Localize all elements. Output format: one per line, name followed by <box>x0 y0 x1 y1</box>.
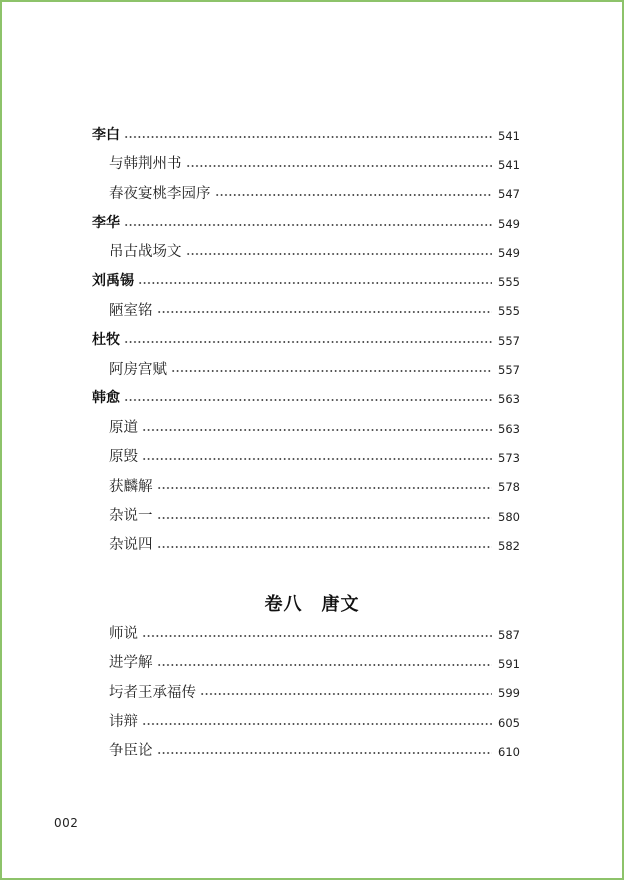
toc-leader-dots <box>142 458 492 460</box>
toc-row <box>109 677 520 706</box>
toc-author-title: 李白 <box>92 124 122 144</box>
toc-page-number: 549 <box>498 216 520 231</box>
toc-entry-title: 与韩荆州书 <box>109 152 184 173</box>
toc-page-number: 610 <box>498 744 520 759</box>
toc-page-number: 555 <box>498 304 520 319</box>
toc-entry-title: 杂说四 <box>109 533 155 554</box>
toc-page-number: 605 <box>498 715 520 730</box>
toc-leader-dots <box>186 165 493 167</box>
toc-leader-dots <box>157 546 493 548</box>
toc-page-number: 591 <box>498 656 520 671</box>
toc-row <box>92 265 520 294</box>
page-folio-number: 002 <box>54 816 79 830</box>
toc-row <box>92 529 520 558</box>
toc-page-number: 557 <box>498 333 520 348</box>
toc-leader-dots <box>138 282 492 284</box>
toc-page-number: 582 <box>498 538 520 553</box>
toc-row <box>92 295 520 324</box>
toc-page-number: 547 <box>498 187 520 202</box>
toc-page-number: 541 <box>498 157 520 172</box>
toc-entry-title: 进学解 <box>109 651 155 672</box>
toc-leader-dots <box>124 224 492 226</box>
toc-leader-dots <box>215 194 493 196</box>
toc-entry-title: 陋室铭 <box>109 299 155 320</box>
toc-entry-title: 原道 <box>109 416 140 437</box>
toc-author-title: 韩愈 <box>92 387 122 407</box>
toc-entry-title: 原毁 <box>109 445 140 466</box>
toc-entry-title: 春夜宴桃李园序 <box>109 182 213 203</box>
toc-list-top <box>92 119 520 558</box>
toc-entry-title: 杂说一 <box>109 504 155 525</box>
toc-leader-dots <box>124 341 492 343</box>
toc-entry-title: 圬者王承福传 <box>109 681 198 702</box>
toc-row <box>109 706 520 735</box>
toc-leader-dots <box>142 429 492 431</box>
toc-page-number: 563 <box>498 421 520 436</box>
toc-row <box>92 119 520 148</box>
toc-entry-title: 讳辩 <box>109 710 140 731</box>
toc-leader-dots <box>142 723 492 725</box>
toc-list-bottom <box>109 618 520 764</box>
toc-author-title: 刘禹锡 <box>92 270 136 290</box>
toc-page-number: 599 <box>498 686 520 701</box>
toc-leader-dots <box>157 311 493 313</box>
toc-row <box>92 471 520 500</box>
toc-leader-dots <box>157 517 493 519</box>
toc-page-number: 557 <box>498 363 520 378</box>
toc-author-title: 李华 <box>92 212 122 232</box>
toc-leader-dots <box>171 370 492 372</box>
toc-row <box>109 618 520 647</box>
section-heading: 卷八 唐文 <box>264 594 360 615</box>
toc-page-number: 578 <box>498 480 520 495</box>
toc-leader-dots <box>157 487 493 489</box>
toc-row <box>92 236 520 265</box>
toc-row <box>92 148 520 177</box>
toc-leader-dots <box>124 399 492 401</box>
toc-leader-dots <box>186 253 493 255</box>
toc-page-number: 541 <box>498 128 520 143</box>
toc-row <box>92 383 520 412</box>
toc-row <box>109 735 520 764</box>
toc-entry-title: 吊古战场文 <box>109 240 184 261</box>
toc-row <box>92 178 520 207</box>
toc-row <box>109 647 520 676</box>
toc-row <box>92 441 520 470</box>
toc-leader-dots <box>157 664 493 666</box>
toc-page-number: 555 <box>498 275 520 290</box>
toc-page-number: 587 <box>498 627 520 642</box>
toc-row <box>92 353 520 382</box>
toc-leader-dots <box>124 136 492 138</box>
toc-row <box>92 412 520 441</box>
toc-page-number: 563 <box>498 392 520 407</box>
toc-leader-dots <box>142 635 492 637</box>
toc-entry-title: 阿房宫赋 <box>109 358 169 379</box>
toc-entry-title: 师说 <box>109 622 140 643</box>
toc-row <box>92 500 520 529</box>
toc-page-number: 549 <box>498 245 520 260</box>
toc-row <box>92 207 520 236</box>
toc-page-number: 580 <box>498 509 520 524</box>
toc-page-number: 573 <box>498 450 520 465</box>
toc-row <box>92 324 520 353</box>
toc-leader-dots <box>200 693 492 695</box>
toc-leader-dots <box>157 752 493 754</box>
toc-entry-title: 争臣论 <box>109 739 155 760</box>
toc-author-title: 杜牧 <box>92 329 122 349</box>
toc-entry-title: 获麟解 <box>109 475 155 496</box>
